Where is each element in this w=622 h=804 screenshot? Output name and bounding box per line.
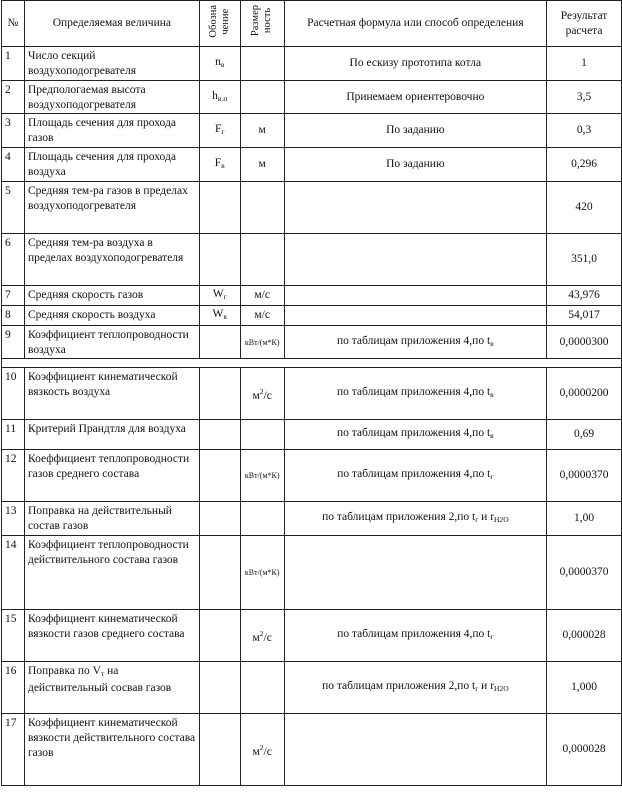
quantity-name-text: Предпологаемая высота воздухоподогревателя bbox=[27, 84, 146, 111]
formula-tail: и r bbox=[478, 680, 495, 692]
formula-subscript: г bbox=[475, 515, 479, 524]
row-quantity-name bbox=[24, 306, 199, 326]
unit-text: м bbox=[258, 158, 266, 170]
row-result: 0,000028 bbox=[547, 714, 622, 786]
row-unit bbox=[240, 234, 284, 286]
row-result: 0,69 bbox=[547, 420, 622, 450]
formula-tail: и r bbox=[478, 511, 495, 523]
row-formula bbox=[284, 536, 546, 610]
row-quantity-name bbox=[24, 148, 199, 182]
row-quantity-name bbox=[24, 326, 199, 359]
symbol-subscript: в.п bbox=[217, 93, 228, 103]
symbol-text: F bbox=[214, 123, 222, 135]
header-num: № bbox=[2, 1, 25, 47]
row-unit bbox=[240, 536, 284, 610]
quantity-name-text: Коеффициент теплопроводности газов среднего состава bbox=[27, 453, 190, 480]
formula-text: По ескизу прототипа котла bbox=[349, 57, 482, 69]
unit-tail: /с bbox=[263, 745, 272, 758]
row-number: 8 bbox=[2, 306, 25, 326]
row-result: 43,976 bbox=[547, 286, 622, 306]
formula-text: По заданию bbox=[386, 124, 445, 136]
row-unit bbox=[240, 326, 284, 359]
row-unit bbox=[240, 114, 284, 148]
row-result: 0,000028 bbox=[547, 610, 622, 662]
formula-text: по таблицам приложения 2,по t bbox=[322, 511, 476, 523]
symbol-subscript: в bbox=[220, 60, 225, 69]
row-number: 12 bbox=[2, 450, 25, 502]
row-unit bbox=[240, 81, 284, 114]
table-row bbox=[2, 368, 622, 420]
quantity-name-text: Коэффициент кинематической вязкости газов среднего состава bbox=[27, 613, 185, 640]
symbol-text: h bbox=[212, 89, 218, 102]
row-number: 7 bbox=[2, 286, 25, 306]
row-quantity-name bbox=[24, 368, 199, 420]
row-result: 0,0000370 bbox=[547, 536, 622, 610]
row-result: 351,0 bbox=[547, 234, 622, 286]
quantity-name-text: Поправка на действительный состав газов bbox=[27, 505, 172, 532]
quantity-name-subscript: т bbox=[100, 669, 105, 678]
table-row bbox=[2, 450, 622, 502]
table-row bbox=[2, 536, 622, 610]
row-formula bbox=[284, 306, 546, 326]
quantity-name-text: Коэффициент теплопроводности действительного состава газов bbox=[27, 539, 189, 566]
header-unit: Размер ность bbox=[240, 1, 284, 47]
row-symbol bbox=[199, 306, 240, 326]
quantity-name-tail: на действительный сосвав газов bbox=[27, 665, 172, 694]
row-formula bbox=[284, 662, 546, 714]
formula-subscript: г bbox=[475, 684, 479, 693]
row-formula bbox=[284, 182, 546, 234]
row-unit bbox=[240, 502, 284, 536]
row-quantity-name bbox=[24, 114, 199, 148]
quantity-name-text: Поправка по V bbox=[27, 665, 101, 677]
row-unit bbox=[240, 368, 284, 420]
row-formula bbox=[284, 286, 546, 306]
row-quantity-name bbox=[24, 450, 199, 502]
row-formula bbox=[284, 148, 546, 182]
row-result: 1 bbox=[547, 47, 622, 81]
table-row bbox=[2, 81, 622, 114]
unit-tail: /с bbox=[263, 631, 272, 644]
row-quantity-name bbox=[24, 81, 199, 114]
row-symbol bbox=[199, 536, 240, 610]
row-result: 54,017 bbox=[547, 306, 622, 326]
row-symbol bbox=[199, 234, 240, 286]
row-symbol bbox=[199, 662, 240, 714]
row-quantity-name bbox=[24, 502, 199, 536]
row-number: 17 bbox=[2, 714, 25, 786]
symbol-text: W bbox=[212, 288, 224, 300]
unit-superscript: 2 bbox=[259, 386, 264, 396]
row-quantity-name bbox=[24, 234, 199, 286]
unit-text: м/с bbox=[254, 309, 270, 321]
row-quantity-name bbox=[24, 47, 199, 81]
row-unit bbox=[240, 610, 284, 662]
symbol-subscript: г bbox=[221, 127, 225, 136]
formula-text: По заданию bbox=[386, 158, 445, 170]
row-unit bbox=[240, 47, 284, 81]
row-formula bbox=[284, 234, 546, 286]
row-result: 3,5 bbox=[547, 81, 622, 114]
row-formula bbox=[284, 714, 546, 786]
formula-text: по таблицам приложения 4,по t bbox=[336, 427, 491, 439]
row-unit bbox=[240, 286, 284, 306]
quantity-name-text: Средняя скорость воздуха bbox=[27, 309, 156, 321]
row-result: 0,0000300 bbox=[547, 326, 622, 359]
unit-tail: /с bbox=[263, 389, 272, 402]
table-row bbox=[2, 714, 622, 786]
quantity-name-text: Средняя тем-ра газов в пределах воздухоподогревателя bbox=[27, 185, 188, 212]
quantity-name-text: Средняя тем-ра воздуха в пределах воздухоподогревателя bbox=[27, 237, 184, 264]
row-symbol bbox=[199, 47, 240, 81]
row-result: 1,00 bbox=[547, 502, 622, 536]
row-unit bbox=[240, 182, 284, 234]
row-result: 0,296 bbox=[547, 148, 622, 182]
formula-text: по таблицам приложения 2,по t bbox=[322, 680, 476, 692]
table-row bbox=[2, 306, 622, 326]
row-symbol bbox=[199, 450, 240, 502]
unit-superscript: 2 bbox=[259, 742, 264, 752]
table-row bbox=[2, 182, 622, 234]
row-number: 10 bbox=[2, 368, 25, 420]
row-result: 420 bbox=[547, 182, 622, 234]
header-formula: Расчетная формула или способ определения bbox=[284, 1, 546, 47]
row-quantity-name bbox=[24, 420, 199, 450]
symbol-text: F bbox=[214, 157, 222, 169]
quantity-name-text: Коэффициент кинематической вязкость воздуха bbox=[27, 371, 178, 398]
symbol-subscript: в bbox=[223, 312, 227, 321]
row-symbol bbox=[199, 326, 240, 359]
row-symbol bbox=[199, 714, 240, 786]
formula-text: по таблицам приложения 4,по t bbox=[337, 468, 491, 480]
formula-subscript: г bbox=[490, 632, 494, 641]
quantity-name-text: Коэффициент теплопроводности воздуха bbox=[27, 329, 189, 356]
row-symbol bbox=[199, 502, 240, 536]
row-symbol bbox=[199, 610, 240, 662]
row-quantity-name bbox=[24, 182, 199, 234]
row-number: 11 bbox=[2, 420, 25, 450]
unit-text: кВт/(м*К) bbox=[244, 337, 280, 347]
quantity-name-text: Площадь сечения для прохода газов bbox=[27, 117, 176, 144]
table-row bbox=[2, 114, 622, 148]
row-formula bbox=[284, 326, 546, 359]
table-row bbox=[2, 148, 622, 182]
row-formula bbox=[284, 47, 546, 81]
formula-text: по таблицам приложения 4,по t bbox=[336, 386, 491, 398]
row-number: 9 bbox=[2, 326, 25, 359]
row-result: 0,0000370 bbox=[547, 450, 622, 502]
row-result: 1,000 bbox=[547, 662, 622, 714]
unit-text: м/с bbox=[254, 289, 270, 301]
row-number: 13 bbox=[2, 502, 25, 536]
row-number: 1 bbox=[2, 47, 25, 81]
row-quantity-name bbox=[24, 662, 199, 714]
table-row bbox=[2, 662, 622, 714]
formula-subscript: в bbox=[490, 431, 494, 440]
quantity-name-text: Площадь сечения для прохода воздуха bbox=[27, 151, 176, 178]
row-quantity-name bbox=[24, 286, 199, 306]
formula-subscript: г bbox=[490, 472, 494, 481]
calculation-table bbox=[1, 0, 622, 786]
table-row bbox=[2, 234, 622, 286]
table-row bbox=[2, 502, 622, 536]
row-formula bbox=[284, 450, 546, 502]
unit-text: кВт/(м*К) bbox=[244, 471, 280, 480]
unit-text: м bbox=[252, 389, 260, 402]
unit-superscript: 2 bbox=[259, 628, 264, 638]
quantity-name-text: Коэффициент кинематической вязкости действительного состава газов bbox=[27, 717, 196, 759]
row-formula bbox=[284, 81, 546, 114]
table-row bbox=[2, 286, 622, 306]
quantity-name-text: Средняя скорость газов bbox=[27, 289, 144, 301]
row-result: 0,3 bbox=[547, 114, 622, 148]
row-number: 6 bbox=[2, 234, 25, 286]
row-unit bbox=[240, 148, 284, 182]
formula-text: по таблицам приложения 4,по t bbox=[336, 334, 491, 347]
formula-tail-subscript: Н2О bbox=[494, 684, 509, 693]
table-row bbox=[2, 47, 622, 81]
quantity-name-text: Число секций воздухоподогревателя bbox=[27, 50, 137, 77]
row-unit bbox=[240, 420, 284, 450]
row-formula bbox=[284, 368, 546, 420]
row-quantity-name bbox=[24, 714, 199, 786]
row-formula bbox=[284, 420, 546, 450]
row-number: 5 bbox=[2, 182, 25, 234]
unit-text: м bbox=[252, 631, 260, 644]
row-symbol bbox=[199, 182, 240, 234]
row-symbol bbox=[199, 114, 240, 148]
unit-text: кВт/(м*К) bbox=[244, 568, 280, 577]
row-quantity-name bbox=[24, 536, 199, 610]
symbol-subscript: г bbox=[223, 292, 227, 301]
table-gap bbox=[2, 359, 622, 368]
row-number: 15 bbox=[2, 610, 25, 662]
header-name: Определяемая величина bbox=[24, 1, 199, 47]
symbol-text: W bbox=[212, 308, 224, 320]
row-number: 2 bbox=[2, 81, 25, 114]
row-symbol bbox=[199, 148, 240, 182]
row-symbol bbox=[199, 420, 240, 450]
table-header-row bbox=[2, 1, 622, 47]
row-formula bbox=[284, 114, 546, 148]
row-number: 4 bbox=[2, 148, 25, 182]
row-result: 0,0000200 bbox=[547, 368, 622, 420]
table-row bbox=[2, 610, 622, 662]
header-result: Результат расчета bbox=[547, 1, 622, 47]
header-symbol: Обозна чение bbox=[199, 1, 240, 47]
table-row bbox=[2, 326, 622, 359]
row-symbol bbox=[199, 81, 240, 114]
row-unit bbox=[240, 662, 284, 714]
formula-text: по таблицам приложения 4,по t bbox=[337, 628, 491, 640]
row-number: 14 bbox=[2, 536, 25, 610]
quantity-name-text: Критерий Прандтля для воздуха bbox=[27, 423, 186, 435]
row-quantity-name bbox=[24, 610, 199, 662]
symbol-subscript: в bbox=[221, 161, 225, 170]
row-number: 3 bbox=[2, 114, 25, 148]
row-number: 16 bbox=[2, 662, 25, 714]
row-formula bbox=[284, 502, 546, 536]
unit-text: м bbox=[252, 745, 260, 758]
table-row bbox=[2, 420, 622, 450]
symbol-text: n bbox=[215, 56, 221, 68]
formula-subscript: в bbox=[490, 338, 494, 348]
row-unit bbox=[240, 714, 284, 786]
row-unit bbox=[240, 450, 284, 502]
unit-text: м bbox=[258, 124, 266, 136]
row-unit bbox=[240, 306, 284, 326]
formula-tail-subscript: Н2О bbox=[494, 515, 509, 524]
row-symbol bbox=[199, 368, 240, 420]
row-symbol bbox=[199, 286, 240, 306]
row-formula bbox=[284, 610, 546, 662]
formula-text: Принемаем ориентеровочно bbox=[346, 90, 485, 103]
formula-subscript: в bbox=[490, 390, 494, 399]
